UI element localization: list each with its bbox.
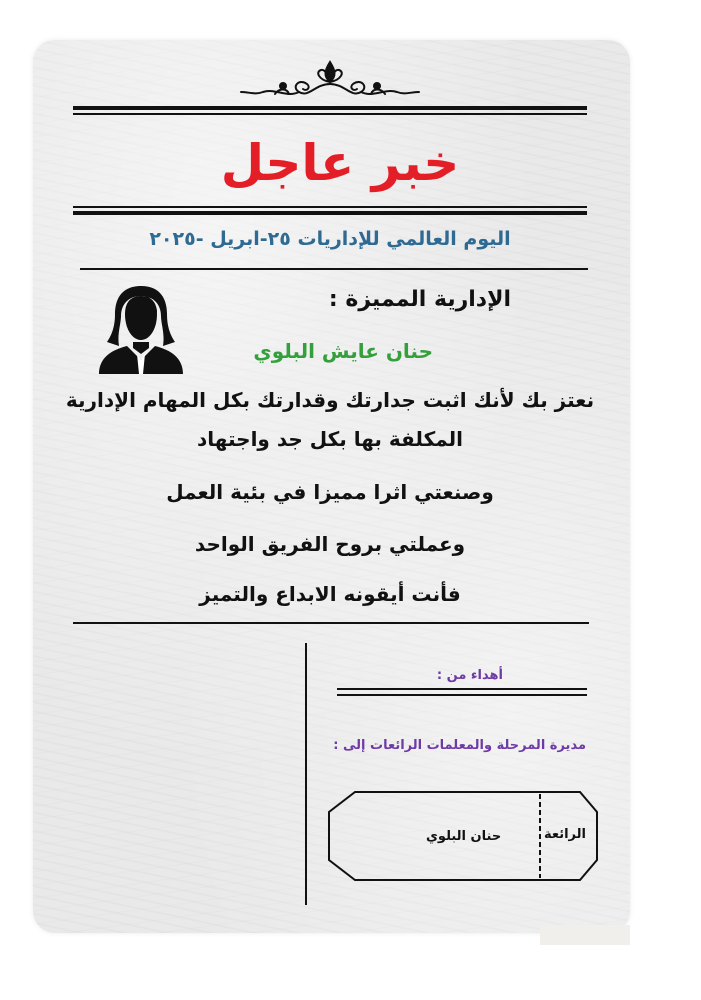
message-line-2: المكلفة بها بكل جد واجتهاد (197, 427, 463, 451)
headline-rule-1 (73, 206, 587, 208)
top-double-rule-2 (73, 113, 587, 115)
from-rule-2 (337, 694, 587, 696)
message-line-3: وصنعتي اثرا مميزا في بئية العمل (166, 480, 494, 504)
vertical-divider (305, 643, 307, 905)
honoree-label: الإدارية المميزة : (328, 287, 511, 312)
badge-name: حنان البلوي (426, 829, 502, 844)
paper-edge (540, 925, 630, 945)
from-label: أهداء من : (436, 668, 503, 683)
date-line: اليوم العالمي للإداريات ٢٥-ابريل -٢٠٢٥ (149, 228, 511, 250)
message-line-5: فأنت أيقونه الابداع والتميز (199, 582, 461, 606)
ornament-flourish (235, 58, 425, 104)
message-line-4: وعملتي بروح الفريق الواحد (194, 532, 466, 556)
message-line-1: نعتز بك لأنك اثبت جدارتك وقدارتك بكل المهام الإدارية (65, 388, 595, 412)
headline: خبر عاجل (220, 134, 460, 192)
from-rule-1 (337, 688, 587, 690)
badge-title: الرائعة (544, 827, 586, 842)
to-label: مديرة المرحلة والمعلمات الرائعات إلى : (333, 738, 586, 753)
top-double-rule-1 (73, 106, 587, 110)
female-avatar-icon (97, 284, 185, 374)
honoree-name: حنان عايش البلوي (253, 339, 433, 363)
headline-rule-2 (73, 211, 587, 215)
date-rule (80, 268, 588, 270)
message-bottom-rule (73, 622, 589, 624)
